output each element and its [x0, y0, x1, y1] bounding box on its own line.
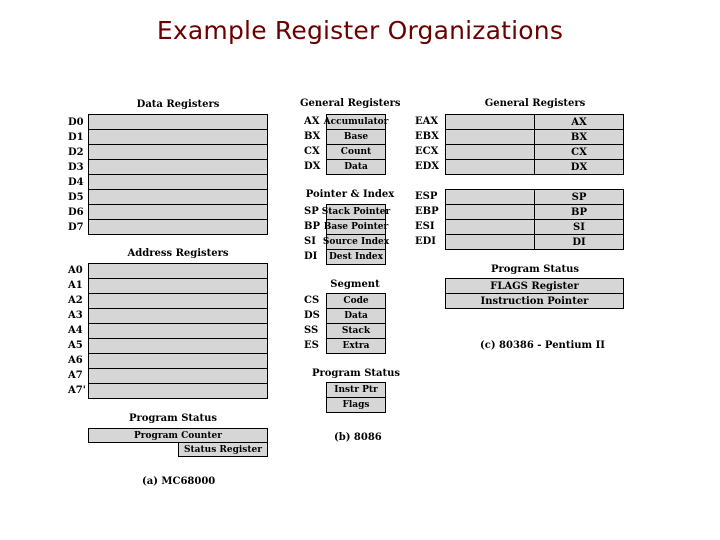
reg-label-edi: EDI [415, 236, 436, 247]
register-box-a7 [88, 368, 268, 384]
register-box-bp: Base Pointer [326, 219, 386, 235]
reg-label-a7-prime: A7' [68, 385, 86, 396]
i8086-pointer-index-header: Pointer & Index [305, 189, 395, 200]
reg-label-a7: A7 [68, 370, 83, 381]
mc68000-address-registers-header: Address Registers [127, 248, 229, 259]
register-box-esp-low: SP [534, 189, 624, 205]
register-box-ss: Stack [326, 323, 386, 339]
reg-label-a4: A4 [68, 325, 83, 336]
reg-label-bp: BP [304, 221, 320, 232]
i8086-segment-header: Segment [330, 279, 380, 290]
register-box-esi-high [445, 219, 535, 235]
register-box-d4 [88, 174, 268, 190]
register-box-d7 [88, 219, 268, 235]
reg-label-es: ES [304, 340, 319, 351]
instr-ptr-box: Instr Ptr [326, 382, 386, 398]
flags-box: Flags [326, 397, 386, 413]
page-title: Example Register Organizations [156, 16, 564, 45]
reg-label-a5: A5 [68, 340, 83, 351]
reg-label-di: DI [304, 251, 318, 262]
register-box-a6 [88, 353, 268, 369]
i8086-program-status-header: Program Status [311, 368, 401, 379]
register-box-ebp-high [445, 204, 535, 220]
register-box-bx: Base [326, 129, 386, 145]
register-box-a2 [88, 293, 268, 309]
register-box-esi-low: SI [534, 219, 624, 235]
reg-label-a1: A1 [68, 280, 83, 291]
register-box-a0 [88, 263, 268, 279]
register-box-ebx-high [445, 129, 535, 145]
register-box-a3 [88, 308, 268, 324]
register-box-es: Extra [326, 338, 386, 354]
reg-label-ebp: EBP [415, 206, 439, 217]
register-box-ecx-low: CX [534, 144, 624, 160]
reg-label-ecx: ECX [415, 146, 439, 157]
reg-label-a3: A3 [68, 310, 83, 321]
register-box-d1 [88, 129, 268, 145]
register-box-a4 [88, 323, 268, 339]
i8086-caption: (b) 8086 [334, 432, 382, 443]
register-box-a5 [88, 338, 268, 354]
register-box-edx-high [445, 159, 535, 175]
program-counter-box: Program Counter [88, 428, 268, 443]
register-box-cs: Code [326, 293, 386, 309]
register-box-d0 [88, 114, 268, 130]
reg-label-cs: CS [304, 295, 320, 306]
reg-label-d5: D5 [68, 192, 84, 203]
register-box-ebp-low: BP [534, 204, 624, 220]
reg-label-esp: ESP [415, 191, 438, 202]
register-box-d5 [88, 189, 268, 205]
status-register-box: Status Register [178, 442, 268, 457]
register-box-a1 [88, 278, 268, 294]
reg-label-ds: DS [304, 310, 320, 321]
i80386-general-registers-header: General Registers [484, 98, 586, 109]
mc68000-caption: (a) MC68000 [142, 476, 216, 487]
reg-label-eax: EAX [415, 116, 439, 127]
register-box-ebx-low: BX [534, 129, 624, 145]
reg-label-a6: A6 [68, 355, 83, 366]
i8086-general-registers-header: General Registers [300, 98, 401, 109]
register-box-ecx-high [445, 144, 535, 160]
register-box-edi-high [445, 234, 535, 250]
reg-label-ss: SS [304, 325, 319, 336]
reg-label-edx: EDX [415, 161, 440, 172]
register-box-sp: Stack Pointer [326, 204, 386, 220]
register-box-edx-low: DX [534, 159, 624, 175]
register-box-edi-low: DI [534, 234, 624, 250]
reg-label-ebx: EBX [415, 131, 439, 142]
register-box-d2 [88, 144, 268, 160]
reg-label-a0: A0 [68, 265, 83, 276]
reg-label-d1: D1 [68, 132, 84, 143]
reg-label-sp: SP [304, 206, 319, 217]
register-box-d3 [88, 159, 268, 175]
register-box-esp-high [445, 189, 535, 205]
mc68000-program-status-header: Program Status [128, 413, 218, 424]
register-box-eax-high [445, 114, 535, 130]
reg-label-d7: D7 [68, 222, 84, 233]
reg-label-ax: AX [304, 116, 320, 127]
i80386-caption: (c) 80386 - Pentium II [480, 340, 605, 351]
register-box-a7-prime [88, 383, 268, 399]
register-box-dx: Data [326, 159, 386, 175]
reg-label-dx: DX [304, 161, 321, 172]
reg-label-si: SI [304, 236, 316, 247]
reg-label-a2: A2 [68, 295, 83, 306]
reg-label-d0: D0 [68, 117, 84, 128]
register-box-si: Source Index [326, 234, 386, 250]
reg-label-bx: BX [304, 131, 321, 142]
reg-label-d4: D4 [68, 177, 84, 188]
i80386-program-status-header: Program Status [490, 264, 580, 275]
register-box-eax-low: AX [534, 114, 624, 130]
mc68000-data-registers-header: Data Registers [136, 99, 220, 110]
register-box-d6 [88, 204, 268, 220]
reg-label-d3: D3 [68, 162, 84, 173]
instruction-pointer-box: Instruction Pointer [445, 293, 624, 309]
register-box-cx: Count [326, 144, 386, 160]
register-box-di: Dest Index [326, 249, 386, 265]
reg-label-d6: D6 [68, 207, 84, 218]
reg-label-d2: D2 [68, 147, 84, 158]
flags-register-box: FLAGS Register [445, 278, 624, 294]
reg-label-esi: ESI [415, 221, 435, 232]
reg-label-cx: CX [304, 146, 320, 157]
register-box-ds: Data [326, 308, 386, 324]
register-box-ax: Accumulator [326, 114, 386, 130]
